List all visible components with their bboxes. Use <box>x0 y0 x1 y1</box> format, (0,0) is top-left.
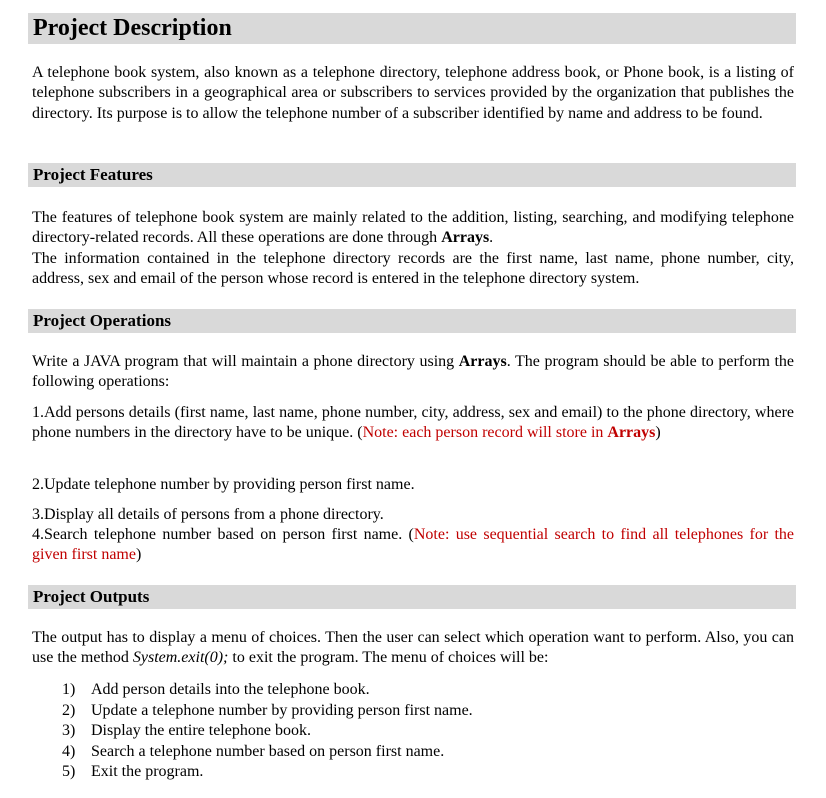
menu-choice-label: Exit the program. <box>91 763 204 780</box>
features-arrays-bold: Arrays <box>441 229 490 247</box>
operation-1-close: ) <box>655 424 661 442</box>
features-paragraph-1 <box>32 208 794 249</box>
section-heading-features: Project Features <box>28 163 796 187</box>
operations-intro-text-b: . The program should be able to perform the following operations: <box>32 353 795 391</box>
operation-1-text: 1.Add persons details (first name, last name, phone number, city, address, sex and email) to the phone directory, where phone numbers in the directory have to be unique. ( <box>32 404 794 442</box>
operations-arrays-bold: Arrays <box>458 353 507 370</box>
operation-item-2: 2.Update telephone number by providing person first name. <box>32 476 415 493</box>
menu-choice-label: Update a telephone number by providing person first name. <box>91 701 473 719</box>
menu-choice-number: 5) <box>62 763 76 780</box>
section-heading-description: Project Description <box>28 13 796 44</box>
operation-item-4 <box>32 525 794 566</box>
menu-choice-label: Add person details into the telephone book. <box>91 681 370 698</box>
section-heading-operations: Project Operations <box>28 309 796 333</box>
section-heading-outputs: Project Outputs <box>28 585 796 609</box>
operation-1-note: Note: each person record will store in <box>362 424 608 442</box>
menu-choice-number: 2) <box>62 701 76 719</box>
outputs-text-a: The output has to display a menu of choices. Then the user can select which operation want to perform. Also, you can use the method <box>32 629 794 667</box>
menu-choice <box>62 701 473 722</box>
features-period: . <box>489 229 494 247</box>
operation-item-3: 3.Display all details of persons from a phone directory. <box>32 506 384 523</box>
operations-intro-text-a: Write a JAVA program that will maintain a phone directory using <box>32 353 459 370</box>
menu-choice-number: 3) <box>62 722 76 739</box>
menu-choice-label: Display the entire telephone book. <box>91 722 311 739</box>
description-paragraph: A telephone book system, also known as a telephone directory, telephone address book, or Phone book, is a listing of telephone subscribers in a geographical area or subscribers to services provided by the organization that publishes the directory. Its purpose is to allow the telephone number of a subscriber identified by name and address to be found. <box>32 64 794 122</box>
menu-choice-number: 4) <box>62 742 76 760</box>
features-paragraph-2: The information contained in the telephone directory records are the first name, last name, phone number, city, address, sex and email of the person whose record is entered in the telephone directory system. <box>32 250 794 288</box>
menu-choices-list <box>62 680 473 783</box>
operation-1-note-bold: Arrays <box>607 424 656 442</box>
system-exit-code: System.exit(0); <box>132 649 229 667</box>
menu-choice-number: 1) <box>62 681 76 698</box>
menu-choice <box>62 762 473 783</box>
outputs-text-b: to exit the program. The menu of choices will be: <box>228 649 549 667</box>
menu-choice <box>62 680 473 701</box>
operation-item-1 <box>32 403 794 444</box>
menu-choice-label: Search a telephone number based on person first name. <box>91 742 445 760</box>
operation-4-text: 4.Search telephone number based on person first name. ( <box>32 526 414 543</box>
operation-4-note: Note: use sequential search to find all telephones for the given first name <box>32 526 795 564</box>
features-text: The features of telephone book system are mainly related to the addition, listing, searching, and modifying telephone directory-related records. All these operations are done through <box>32 209 794 247</box>
outputs-paragraph <box>32 628 794 669</box>
menu-choice <box>62 721 473 742</box>
operations-intro <box>32 352 794 393</box>
operation-4-close: ) <box>135 546 142 564</box>
menu-choice <box>62 742 473 763</box>
